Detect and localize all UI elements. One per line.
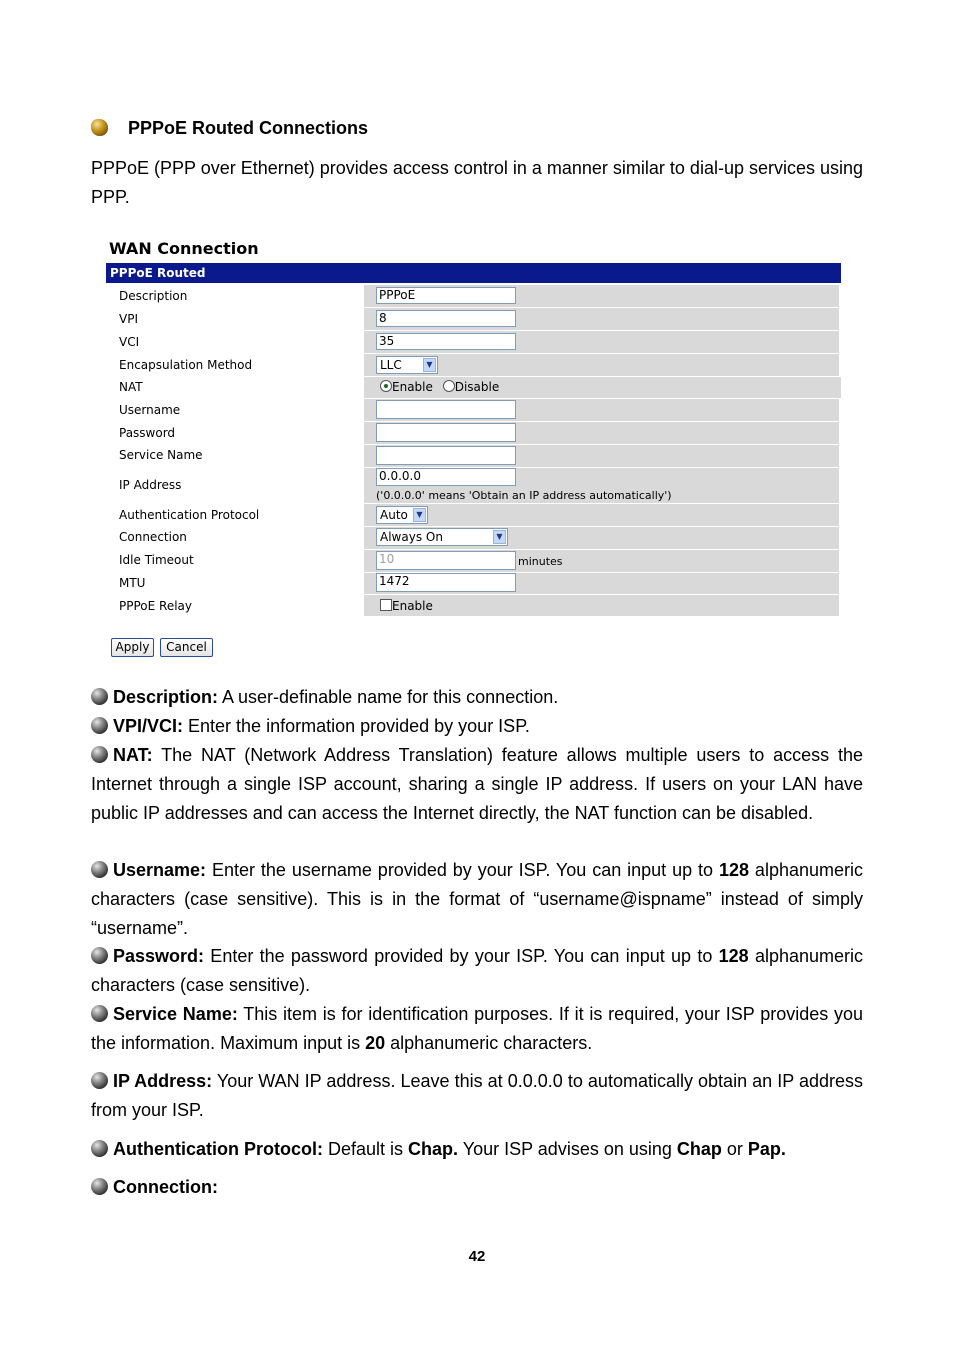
- item-bold: 128: [718, 860, 750, 880]
- bullet-icon: [91, 1178, 108, 1195]
- row-vci: [106, 331, 840, 353]
- item-term: Connection:: [113, 1177, 218, 1197]
- item-text: A user-definable name for this connection.: [218, 687, 559, 707]
- item-text: Default is: [323, 1139, 409, 1159]
- bullet-icon: [91, 688, 108, 705]
- cancel-button[interactable]: Cancel: [160, 638, 213, 657]
- item-text: alphanumeric characters (case sensitive). This is in the format of “username@ispname” instead of simply “username”.: [91, 860, 863, 938]
- section-heading: [91, 118, 368, 139]
- section-title: PPPoE Routed Connections: [128, 118, 369, 138]
- item-term: Description:: [113, 687, 219, 707]
- relay-option: [380, 599, 433, 613]
- item-password: [91, 942, 863, 1000]
- password-input[interactable]: [376, 423, 516, 442]
- nat-disable-radio[interactable]: [443, 380, 455, 392]
- form-title: WAN Connection: [109, 239, 259, 258]
- connection-label: Connection: [119, 530, 187, 544]
- ip-input[interactable]: 0.0.0.0: [376, 468, 516, 486]
- item-term: Authentication Protocol:: [113, 1139, 323, 1159]
- connection-value: Always On: [380, 530, 443, 544]
- vci-input[interactable]: 35: [376, 333, 516, 350]
- item-description: [91, 683, 863, 712]
- password-label: Password: [119, 426, 176, 440]
- vci-label: VCI: [119, 335, 140, 349]
- username-label: Username: [119, 403, 181, 417]
- item-vpivci: [91, 712, 863, 741]
- row-description: [106, 285, 840, 307]
- row-nat: [106, 377, 840, 398]
- item-text: The NAT (Network Address Translation) feature allows multiple users to access the Internet through a single ISP account, sharing a single IP address. If users on your LAN have public IP addresses and can access the Internet directly, the NAT function can be disabled.: [91, 745, 863, 823]
- relay-label: PPPoE Relay: [119, 599, 192, 613]
- vpi-label: VPI: [119, 312, 138, 326]
- item-bold: Pap.: [747, 1139, 786, 1159]
- auth-select[interactable]: [376, 506, 428, 524]
- nat-options: [380, 380, 499, 394]
- item-nat: [91, 741, 863, 828]
- item-connection: [91, 1173, 863, 1202]
- row-username: [106, 399, 840, 421]
- chevron-down-icon: ▼: [413, 508, 426, 522]
- mtu-input[interactable]: 1472: [376, 573, 516, 592]
- relay-enable-label: Enable: [392, 599, 433, 613]
- item-bold: 20: [365, 1033, 386, 1053]
- ip-label: IP Address: [119, 478, 182, 492]
- chevron-down-icon: ▼: [493, 530, 506, 544]
- row-auth: [106, 504, 840, 526]
- form-banner: PPPoE Routed: [106, 263, 841, 283]
- ip-hint: ('0.0.0.0' means 'Obtain an IP address automatically'): [376, 489, 672, 502]
- bullet-icon: [91, 1072, 108, 1089]
- row-vpi: [106, 308, 840, 330]
- item-text: Enter the password provided by your ISP. You can input up to: [204, 946, 719, 966]
- relay-checkbox[interactable]: [380, 599, 392, 611]
- item-term: IP Address:: [113, 1071, 213, 1091]
- item-term: NAT:: [113, 745, 153, 765]
- item-ip-address: [91, 1067, 863, 1125]
- item-term: Password:: [113, 946, 205, 966]
- description-input[interactable]: PPPoE: [376, 287, 516, 304]
- item-text: or: [721, 1139, 748, 1159]
- description-label: Description: [119, 289, 188, 303]
- item-bold: Chap: [676, 1139, 722, 1159]
- nat-label: NAT: [119, 380, 143, 394]
- item-text: alphanumeric characters.: [385, 1033, 593, 1053]
- row-service-name: [106, 445, 840, 467]
- item-username: [91, 856, 863, 943]
- item-bold: Chap.: [408, 1139, 459, 1159]
- row-ip-address: [106, 468, 840, 503]
- item-service-name: [91, 1000, 863, 1058]
- item-text: alphanumeric characters (case sensitive).: [91, 946, 864, 995]
- idle-unit: minutes: [518, 555, 563, 568]
- row-mtu: [106, 573, 840, 594]
- chevron-down-icon: ▼: [423, 358, 436, 372]
- vpi-input[interactable]: 8: [376, 310, 516, 327]
- row-pppoe-relay: [106, 595, 840, 616]
- bullet-icon: [91, 746, 108, 763]
- row-idle-timeout: [106, 550, 840, 572]
- nat-enable-radio[interactable]: [380, 380, 392, 392]
- service-input[interactable]: [376, 446, 516, 465]
- auth-label: Authentication Protocol: [119, 508, 260, 522]
- item-term: VPI/VCI:: [113, 716, 184, 736]
- bullet-icon: [91, 119, 108, 136]
- page-number: 42: [468, 1248, 486, 1265]
- row-encapsulation: [106, 354, 840, 376]
- encap-select[interactable]: [376, 356, 438, 374]
- section-intro: PPPoE (PPP over Ethernet) provides access control in a manner similar to dial-up services using PPP.: [91, 158, 864, 207]
- nat-disable-label: Disable: [454, 380, 500, 394]
- mtu-label: MTU: [119, 576, 146, 590]
- connection-select[interactable]: [376, 528, 508, 546]
- bullet-icon: [91, 1005, 108, 1022]
- item-text: Your ISP advises on using: [458, 1139, 677, 1159]
- bullet-icon: [91, 861, 108, 878]
- idle-label: Idle Timeout: [119, 553, 194, 567]
- item-term: Service Name:: [113, 1004, 238, 1024]
- service-label: Service Name: [119, 448, 203, 462]
- encap-value: LLC: [380, 358, 402, 372]
- item-term: Username:: [113, 860, 207, 880]
- encap-label: Encapsulation Method: [119, 358, 253, 372]
- nat-enable-label: Enable: [392, 380, 433, 394]
- auth-value: Auto: [380, 508, 408, 522]
- item-text: Your WAN IP address. Leave this at 0.0.0.0 to automatically obtain an IP address from your ISP.: [91, 1071, 863, 1120]
- bullet-icon: [91, 947, 108, 964]
- row-password: [106, 422, 840, 444]
- bullet-icon: [91, 717, 108, 734]
- item-text: Enter the information provided by your ISP.: [183, 716, 530, 736]
- row-connection: [106, 527, 840, 549]
- idle-input[interactable]: 10: [376, 551, 516, 570]
- item-text: This item is for identification purposes. If it is required, your ISP provides you the information. Maximum input is: [91, 1004, 864, 1053]
- item-bold: 128: [718, 946, 749, 966]
- apply-button[interactable]: Apply: [111, 638, 154, 657]
- item-text: Enter the username provided by your ISP. You can input up to: [206, 860, 719, 880]
- bullet-icon: [91, 1140, 108, 1157]
- item-auth: [91, 1135, 863, 1164]
- username-input[interactable]: [376, 400, 516, 419]
